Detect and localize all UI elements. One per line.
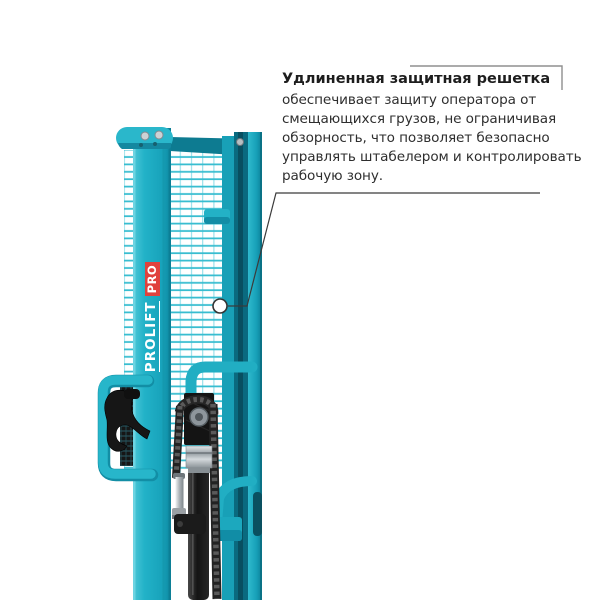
cap-screw bbox=[155, 131, 163, 139]
rail-screw bbox=[237, 139, 244, 146]
rail-slot bbox=[253, 492, 262, 536]
callout-leader bbox=[213, 193, 540, 313]
lift-chain-left bbox=[176, 406, 180, 478]
lift-chain-right bbox=[213, 404, 217, 599]
brand-logo bbox=[133, 264, 171, 373]
brand-name-text: PROLIFT bbox=[143, 301, 159, 373]
feature-annotation bbox=[282, 70, 582, 186]
lever-knob bbox=[124, 389, 140, 399]
annotation-title: Удлиненная защитная решетка bbox=[282, 71, 551, 87]
cap-screw bbox=[141, 132, 149, 140]
callout-marker bbox=[213, 299, 227, 313]
annotation-line: управлять штабелером и контролировать bbox=[282, 149, 582, 165]
annotation-line: обеспечивает защиту оператора от bbox=[282, 92, 537, 108]
mast-top-cap bbox=[116, 127, 173, 149]
cylinder-clamp bbox=[174, 514, 206, 534]
annotation-line: обзорность, что позволяет безопасно bbox=[282, 130, 550, 146]
pump-piston-rod bbox=[172, 473, 186, 519]
annotation-line: рабочую зону. bbox=[282, 168, 383, 184]
rail-bracket-tab bbox=[204, 209, 230, 224]
brand-badge: PRO bbox=[145, 262, 160, 297]
cylinder-chrome-collar bbox=[186, 446, 212, 473]
annotation-line: смещающихся грузов, не ограничивая bbox=[282, 111, 557, 127]
